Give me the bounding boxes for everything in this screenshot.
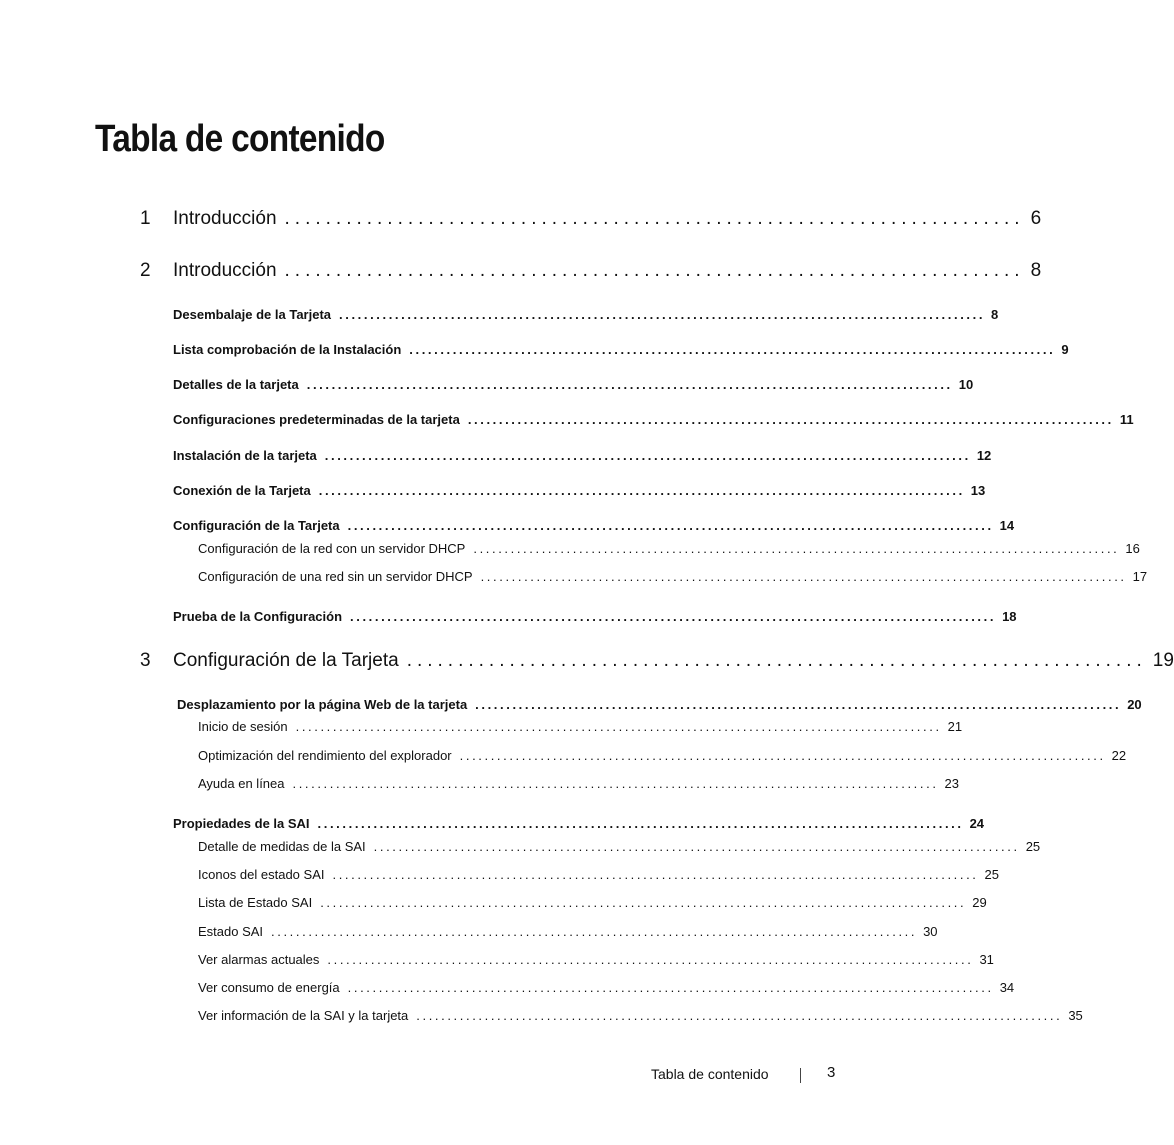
toc-page-number: 23 bbox=[944, 776, 959, 791]
dot-leader: ........................................................................ bbox=[406, 650, 1147, 671]
toc-entry[interactable] bbox=[198, 541, 1140, 556]
toc-page-number: 21 bbox=[947, 719, 963, 734]
toc-label: Ayuda en línea bbox=[198, 776, 285, 791]
toc-page-number: 30 bbox=[923, 924, 938, 939]
toc-page-number: 34 bbox=[999, 980, 1015, 995]
dot-leader: ........................................................................................................ bbox=[373, 839, 1020, 854]
toc-entry[interactable] bbox=[173, 518, 1015, 533]
chapter-number: 3 bbox=[140, 650, 151, 671]
toc-label: Configuraciones predeterminadas de la tarjeta bbox=[173, 412, 460, 427]
dot-leader: ........................................................................................................ bbox=[473, 541, 1120, 556]
toc-label: Configuración de la Tarjeta bbox=[173, 518, 340, 533]
dot-leader: ........................................................................ bbox=[284, 260, 1025, 281]
toc-label: Desplazamiento por la página Web de la tarjeta bbox=[177, 697, 468, 712]
toc-entry[interactable] bbox=[198, 839, 1041, 854]
toc-entry[interactable] bbox=[173, 483, 986, 498]
toc-page-number: 11 bbox=[1119, 412, 1134, 427]
dot-leader: ........................................................................................................ bbox=[347, 980, 994, 995]
toc-label: Detalle de medidas de la SAI bbox=[198, 839, 366, 854]
toc-entry[interactable] bbox=[173, 609, 1017, 624]
toc-page-number: 13 bbox=[970, 483, 986, 498]
dot-leader: ........................................................................................................ bbox=[339, 307, 986, 322]
dot-leader: ........................................................................................................ bbox=[480, 569, 1127, 584]
toc-page-number: 9 bbox=[1061, 342, 1069, 357]
dot-leader: ........................................................................................................ bbox=[306, 377, 953, 392]
toc-entry[interactable] bbox=[140, 260, 1042, 282]
toc-page-number: 25 bbox=[984, 867, 999, 882]
toc-page-number: 6 bbox=[1030, 208, 1042, 229]
dot-leader: ........................................................................................................ bbox=[347, 518, 994, 533]
toc-page-number: 29 bbox=[972, 895, 987, 910]
toc-label: Prueba de la Configuración bbox=[173, 609, 343, 624]
toc-page-number: 12 bbox=[976, 448, 992, 463]
footer-divider bbox=[800, 1068, 801, 1083]
dot-leader: ........................................................................ bbox=[284, 208, 1025, 229]
page-title: Tabla de contenido bbox=[95, 118, 385, 160]
toc-page-number: 8 bbox=[991, 307, 999, 322]
dot-leader: ........................................................................................................ bbox=[459, 748, 1106, 763]
toc-label: Lista de Estado SAI bbox=[198, 895, 313, 910]
toc-label: Lista comprobación de la Instalación bbox=[173, 342, 402, 357]
toc-label: Desembalaje de la Tarjeta bbox=[173, 307, 332, 322]
dot-leader: ........................................................................................................ bbox=[318, 483, 965, 498]
toc-page-number: 8 bbox=[1030, 260, 1042, 281]
toc-entry[interactable] bbox=[198, 748, 1127, 763]
toc-entry[interactable] bbox=[198, 1008, 1083, 1023]
toc-entry[interactable] bbox=[198, 952, 994, 967]
dot-leader: ........................................................................................................ bbox=[317, 816, 964, 831]
toc-page-number: 17 bbox=[1132, 569, 1148, 584]
dot-leader: ........................................................................................................ bbox=[327, 952, 974, 967]
toc-entry[interactable] bbox=[173, 377, 974, 392]
toc-label: Estado SAI bbox=[198, 924, 264, 939]
dot-leader: ........................................................................................................ bbox=[350, 609, 997, 624]
toc-label: Ver información de la SAI y la tarjeta bbox=[198, 1008, 409, 1023]
toc-entry[interactable] bbox=[173, 448, 992, 463]
toc-page-number: 16 bbox=[1125, 541, 1140, 556]
dot-leader: ........................................................................................................ bbox=[271, 924, 918, 939]
dot-leader: ........................................................................................................ bbox=[324, 448, 971, 463]
toc-label: Configuración de la Tarjeta bbox=[173, 650, 399, 671]
toc-entry[interactable] bbox=[198, 719, 963, 734]
toc-page-number: 10 bbox=[958, 377, 974, 392]
toc-page-number: 25 bbox=[1025, 839, 1041, 854]
toc-label: Introducción bbox=[173, 260, 277, 281]
toc-entry[interactable] bbox=[198, 867, 999, 882]
footer-page-number: 3 bbox=[827, 1064, 836, 1081]
toc-label: Propiedades de la SAI bbox=[173, 816, 310, 831]
toc-page-number: 31 bbox=[979, 952, 994, 967]
toc-entry[interactable] bbox=[173, 816, 985, 831]
toc-entry[interactable] bbox=[140, 208, 1042, 230]
toc-label: Iconos del estado SAI bbox=[198, 867, 325, 882]
toc-entry[interactable] bbox=[173, 412, 1134, 427]
toc-page-number: 35 bbox=[1068, 1008, 1083, 1023]
dot-leader: ........................................................................................................ bbox=[292, 776, 939, 791]
toc-label: Conexión de la Tarjeta bbox=[173, 483, 311, 498]
toc-entry[interactable] bbox=[173, 307, 999, 322]
dot-leader: ........................................................................................................ bbox=[467, 412, 1114, 427]
toc-label: Detalles de la tarjeta bbox=[173, 377, 299, 392]
toc-entry[interactable] bbox=[198, 895, 987, 910]
toc-entry[interactable] bbox=[198, 776, 959, 791]
dot-leader: ........................................................................................................ bbox=[332, 867, 979, 882]
toc-entry[interactable] bbox=[173, 342, 1069, 357]
toc-page-number: 14 bbox=[999, 518, 1015, 533]
toc-page-number: 22 bbox=[1111, 748, 1127, 763]
toc-label: Instalación de la tarjeta bbox=[173, 448, 317, 463]
dot-leader: ........................................................................................................ bbox=[320, 895, 967, 910]
toc-page-number: 18 bbox=[1002, 609, 1017, 624]
toc-entry[interactable] bbox=[198, 980, 1015, 995]
toc-label: Ver consumo de energía bbox=[198, 980, 340, 995]
dot-leader: ........................................................................................................ bbox=[475, 697, 1122, 712]
chapter-number: 2 bbox=[140, 260, 151, 281]
toc-page-number: 20 bbox=[1127, 697, 1142, 712]
toc-entry[interactable] bbox=[198, 569, 1148, 584]
dot-leader: ........................................................................................................ bbox=[409, 342, 1056, 357]
toc-entry[interactable] bbox=[198, 924, 938, 939]
toc-entry[interactable] bbox=[177, 697, 1142, 712]
toc-page-number: 24 bbox=[969, 816, 985, 831]
toc-entry[interactable] bbox=[140, 650, 1174, 672]
toc-label: Optimización del rendimiento del explorador bbox=[198, 748, 452, 763]
footer-section-label: Tabla de contenido bbox=[651, 1066, 769, 1082]
toc-label: Configuración de la red con un servidor DHCP bbox=[198, 541, 466, 556]
toc-label: Inicio de sesión bbox=[198, 719, 288, 734]
dot-leader: ........................................................................................................ bbox=[295, 719, 942, 734]
toc-label: Introducción bbox=[173, 208, 277, 229]
chapter-number: 1 bbox=[140, 208, 151, 229]
toc-label: Configuración de una red sin un servidor DHCP bbox=[198, 569, 473, 584]
toc-page-number: 19 bbox=[1152, 650, 1174, 671]
dot-leader: ........................................................................................................ bbox=[416, 1008, 1063, 1023]
toc-label: Ver alarmas actuales bbox=[198, 952, 320, 967]
